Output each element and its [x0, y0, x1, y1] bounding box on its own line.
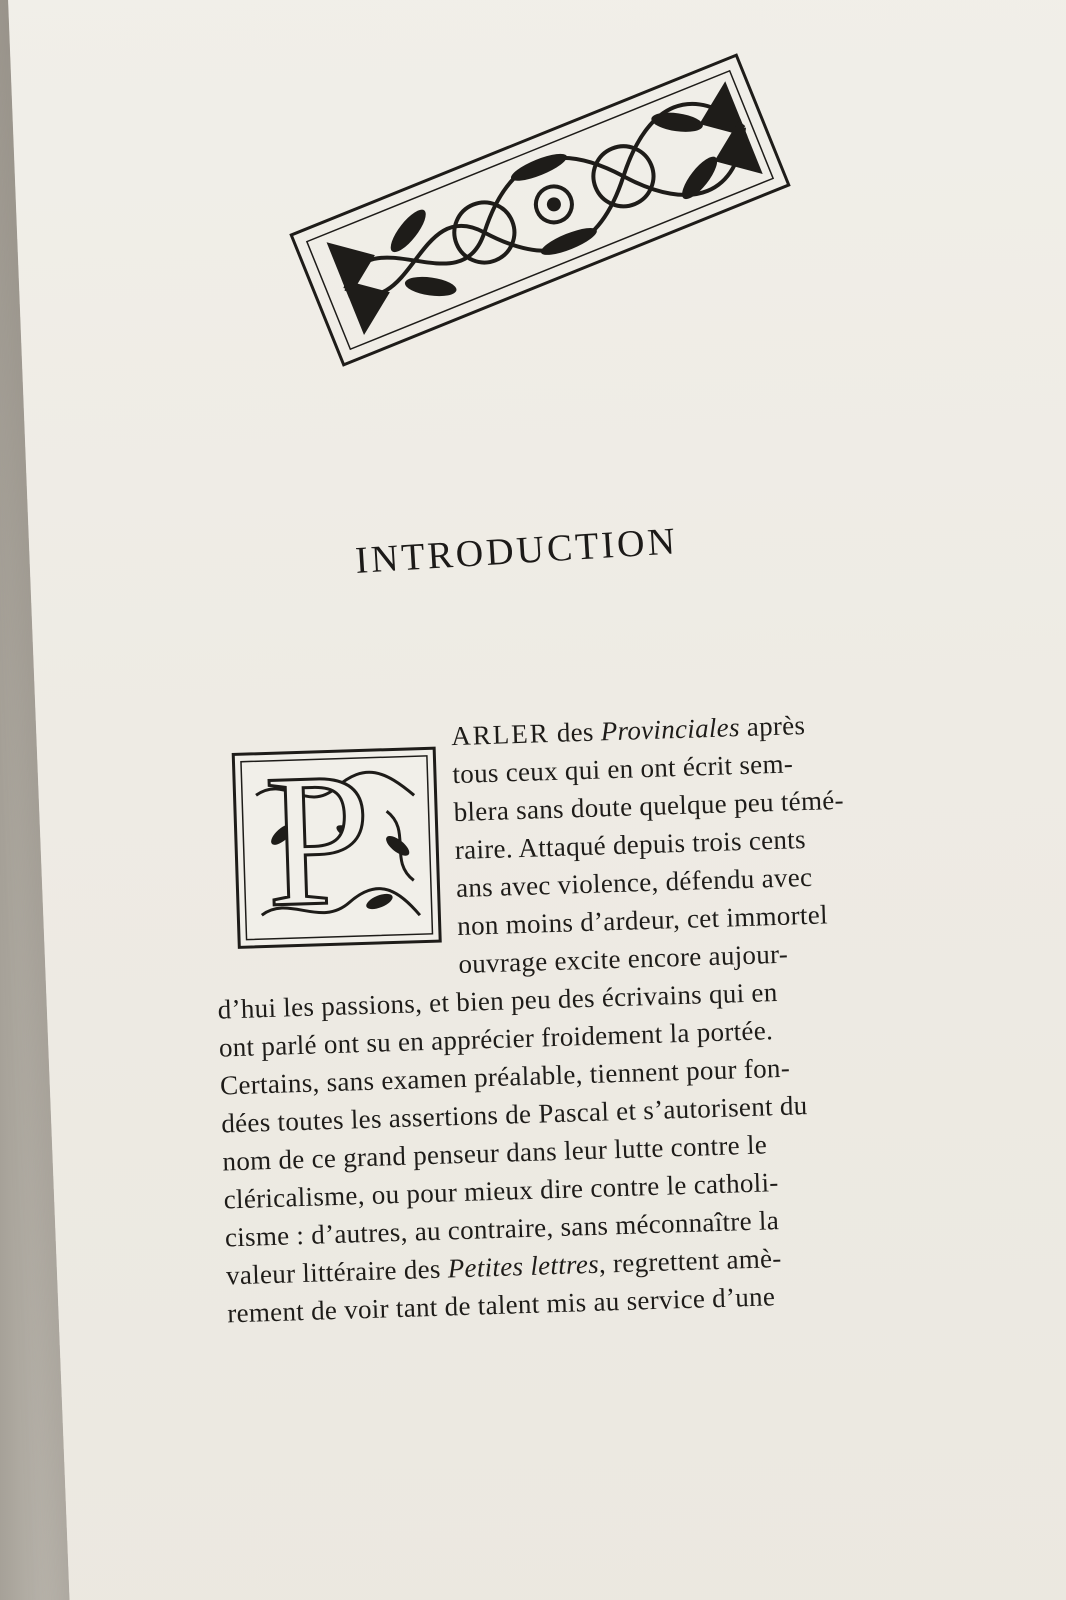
text-segment: dées toutes les assertions de Pascal et s’autorisent du: [220, 1090, 808, 1139]
text-segment: ont parlé ont su en apprécier froidement la portée.: [218, 1015, 774, 1063]
text-segment: blera sans doute quelque peu témé-: [453, 784, 845, 828]
text-segment: non moins d’ardeur, cet immortel: [456, 899, 829, 942]
text-segment: Petites lettres: [447, 1248, 600, 1284]
text-segment: nom de ce grand penseur dans leur lutte contre le: [222, 1129, 768, 1177]
text-segment: ouvrage excite encore aujour-: [457, 938, 789, 980]
text-segment: ARLER: [450, 718, 551, 752]
text-segment: après: [739, 710, 806, 743]
text-segment: rement de voir tant de talent mis au service d’une: [226, 1281, 776, 1329]
text-segment: raire. Attaqué depuis trois cents: [454, 824, 807, 866]
page-title: INTRODUCTION: [354, 520, 680, 582]
text-segment: d’hui les passions, et bien peu des écrivains qui en: [217, 977, 778, 1025]
ornamental-dropcap: [232, 733, 442, 949]
text-segment: des: [549, 716, 602, 749]
text-segment: valeur littéraire des: [225, 1253, 449, 1291]
text-segment: cisme : d’autres, au contraire, sans méconnaître la: [224, 1205, 780, 1253]
text-segment: cléricalisme, ou pour mieux dire contre le catholi-: [223, 1167, 780, 1215]
text-segment: Certains, sans examen préalable, tiennent pour fon-: [219, 1052, 791, 1101]
text-segment: Provinciales: [600, 712, 741, 747]
text-segment: tous ceux qui en ont écrit sem-: [451, 748, 794, 790]
dropcap-letter: P: [262, 733, 375, 947]
text-segment: ans avec violence, défendu avec: [455, 861, 813, 904]
text-segment: , regrettent amè-: [598, 1243, 783, 1279]
